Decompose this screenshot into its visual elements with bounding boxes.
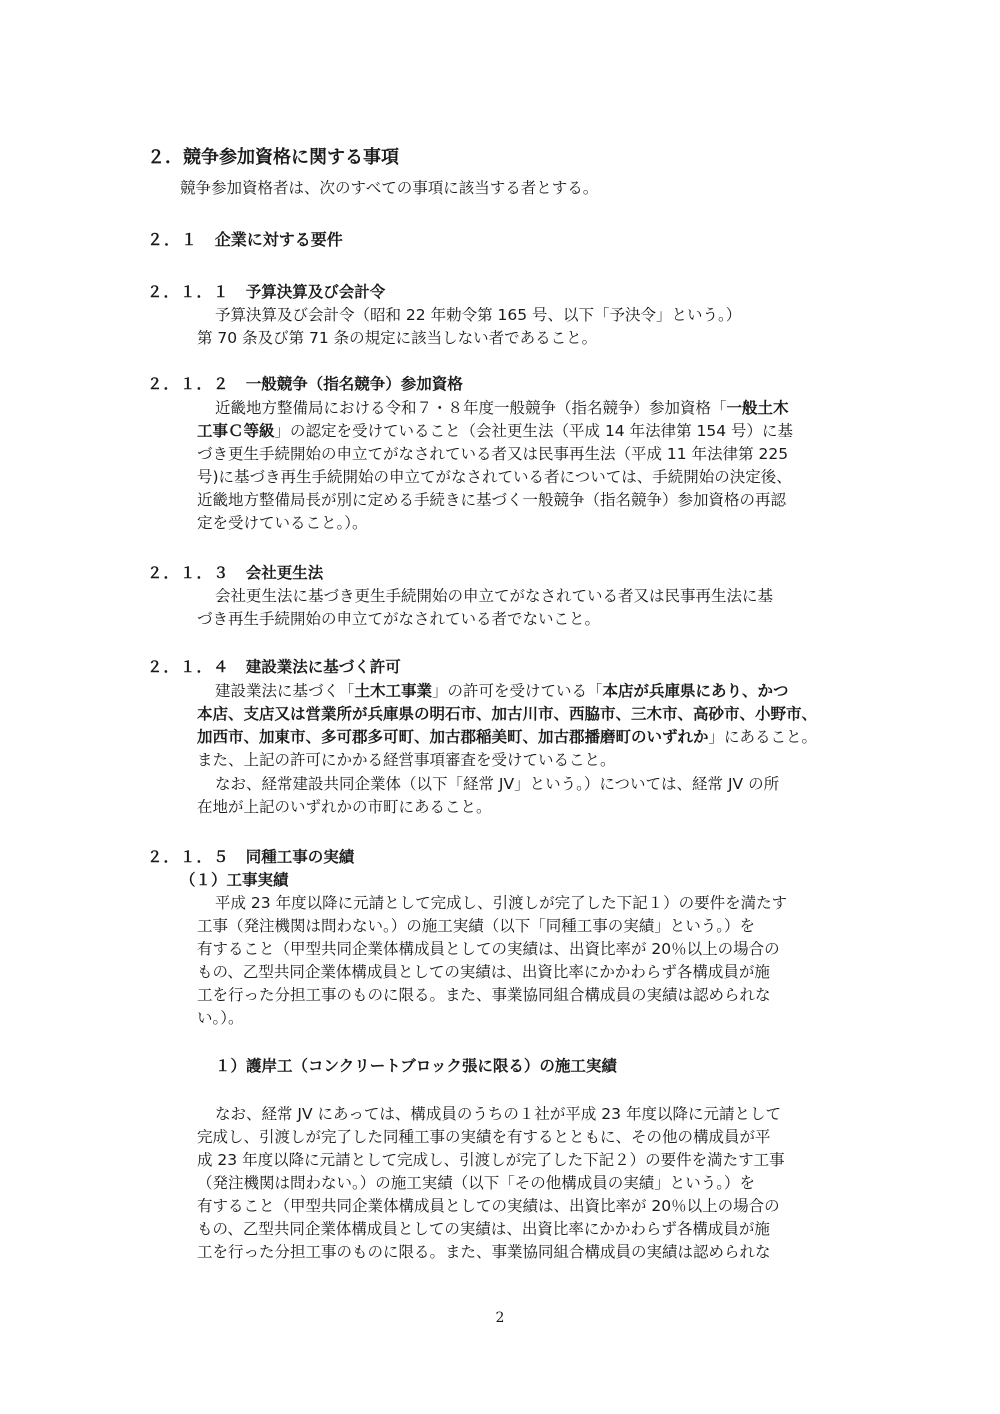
section-2-heading: ２．競争参加資格に関する事項 xyxy=(147,147,399,168)
section-number: ２．１ xyxy=(147,230,199,249)
section-number: ２．１．４ xyxy=(147,658,230,676)
section-2-1-5-heading xyxy=(147,846,354,868)
section-title: 建設業法に基づく許可 xyxy=(245,658,401,676)
section-number: ２．１．５ xyxy=(147,848,230,866)
section-2-1-2-heading xyxy=(147,373,463,395)
emphasis-text: 一般土木 xyxy=(726,399,789,417)
body-line: 完成し、引渡しが完了した同種工事の実績を有するとともに、その他の構成員が平 xyxy=(197,1128,771,1146)
emphasis-text: 本店が兵庫県にあり、かつ xyxy=(602,682,789,700)
section-2-1-1-heading xyxy=(147,281,385,303)
body-line: づき更生手続開始の申立てがなされている者又は民事再生法（平成 11 年法律第 225 xyxy=(197,445,789,463)
body-line: 号)に基づき再生手続開始の申立てがなされている者については、手続開始の決定後、 xyxy=(197,468,792,486)
body-line: 有すること（甲型共同企業体構成員としての実績は、出資比率が 20％以上の場合の xyxy=(197,940,780,958)
text-run: 近畿地方整備局における令和７・８年度一般競争（指名競争）参加資格「 xyxy=(215,399,727,417)
body-line: もの、乙型共同企業体構成員としての実績は、出資比率にかかわらず各構成員が施 xyxy=(197,963,770,981)
body-line: 予算決算及び会計令（昭和 22 年勅令第 165 号、以下「予決令」という。） xyxy=(215,306,742,324)
body-line: もの、乙型共同企業体構成員としての実績は、出資比率にかかわらず各構成員が施 xyxy=(197,1220,770,1238)
body-line xyxy=(197,726,817,748)
section-2-1-3-heading xyxy=(147,562,323,584)
body-line-emphasis: 本店、支店又は営業所が兵庫県の明石市、加古川市、西脇市、三木市、高砂市、小野市、 xyxy=(197,705,818,723)
page-number: 2 xyxy=(495,1310,505,1326)
subsection-heading: （１）工事実績 xyxy=(180,871,289,889)
body-line: 工を行った分担工事のものに限る。また、事業協同組合構成員の実績は認められな xyxy=(197,1243,771,1261)
section-number: ２．１．２ xyxy=(147,375,230,393)
body-line xyxy=(215,680,789,702)
section-2-1-4-heading xyxy=(147,656,401,678)
section-title: 企業に対する要件 xyxy=(214,230,343,249)
section-2-intro: 競争参加資格者は、次のすべての事項に該当する者とする。 xyxy=(180,179,599,197)
body-line: 定を受けていること。）。 xyxy=(197,514,368,532)
section-title: 同種工事の実績 xyxy=(245,848,355,866)
section-number: ２．１．１ xyxy=(147,283,230,301)
body-line: 有すること（甲型共同企業体構成員としての実績は、出資比率が 20％以上の場合の xyxy=(197,1197,780,1215)
emphasis-text: 工事Ｃ等級 xyxy=(197,422,275,440)
body-line: （発注機関は問わない。）の施工実績（以下「その他構成員の実績」という。）を xyxy=(197,1174,756,1192)
body-line: 会社更生法に基づき更生手続開始の申立てがなされている者又は民事再生法に基 xyxy=(215,587,774,605)
text-run: 」の認定を受けていること（会社更生法（平成 14 年法律第 154 号）に基 xyxy=(274,422,794,440)
body-line: また、上記の許可にかかる経営事項審査を受けていること。 xyxy=(197,751,616,769)
requirement-item: １）護岸工（コンクリートブロック張に限る）の施工実績 xyxy=(215,1057,617,1075)
body-line xyxy=(215,397,789,419)
body-line: 工事（発注機関は問わない。）の施工実績（以下「同種工事の実績」という。）を xyxy=(197,917,756,935)
section-number: ２．１．３ xyxy=(147,564,230,582)
body-line: い。）。 xyxy=(197,1009,244,1027)
section-title: 会社更生法 xyxy=(245,564,324,582)
section-title: 一般競争（指名競争）参加資格 xyxy=(245,375,463,393)
body-line: 第 70 条及び第 71 条の規定に該当しない者であること。 xyxy=(197,329,598,347)
text-run: 建設業法に基づく「 xyxy=(215,682,355,700)
body-line xyxy=(197,420,793,442)
body-line: 成 23 年度以降に元請として完成し、引渡しが完了した下記２）の要件を満たす工事 xyxy=(197,1151,785,1169)
section-2-1-heading xyxy=(147,229,343,251)
body-line: 平成 23 年度以降に元請として完成し、引渡しが完了した下記１）の要件を満たす xyxy=(215,894,788,912)
body-line: づき再生手続開始の申立てがなされている者でないこと。 xyxy=(197,610,601,628)
section-title: 予算決算及び会計令 xyxy=(245,283,386,301)
text-run: 」にあること。 xyxy=(708,728,818,746)
emphasis-text: 加西市、加東市、多可郡多可町、加古郡稲美町、加古郡播磨町のいずれか xyxy=(197,728,709,746)
body-line: 工を行った分担工事のものに限る。また、事業協同組合構成員の実績は認められな xyxy=(197,986,771,1004)
body-line: なお、経常 JV にあっては、構成員のうちの１社が平成 23 年度以降に元請として xyxy=(215,1105,781,1123)
body-line: 近畿地方整備局長が別に定める手続きに基づく一般競争（指名競争）参加資格の再認 xyxy=(197,491,787,509)
text-run: 」の許可を受けている「 xyxy=(432,682,603,700)
body-line: なお、経常建設共同企業体（以下「経常 JV」という。）については、経常 JV の所 xyxy=(215,775,780,793)
body-line: 在地が上記のいずれかの市町にあること。 xyxy=(197,798,492,816)
emphasis-text: 土木工事業 xyxy=(354,682,433,700)
